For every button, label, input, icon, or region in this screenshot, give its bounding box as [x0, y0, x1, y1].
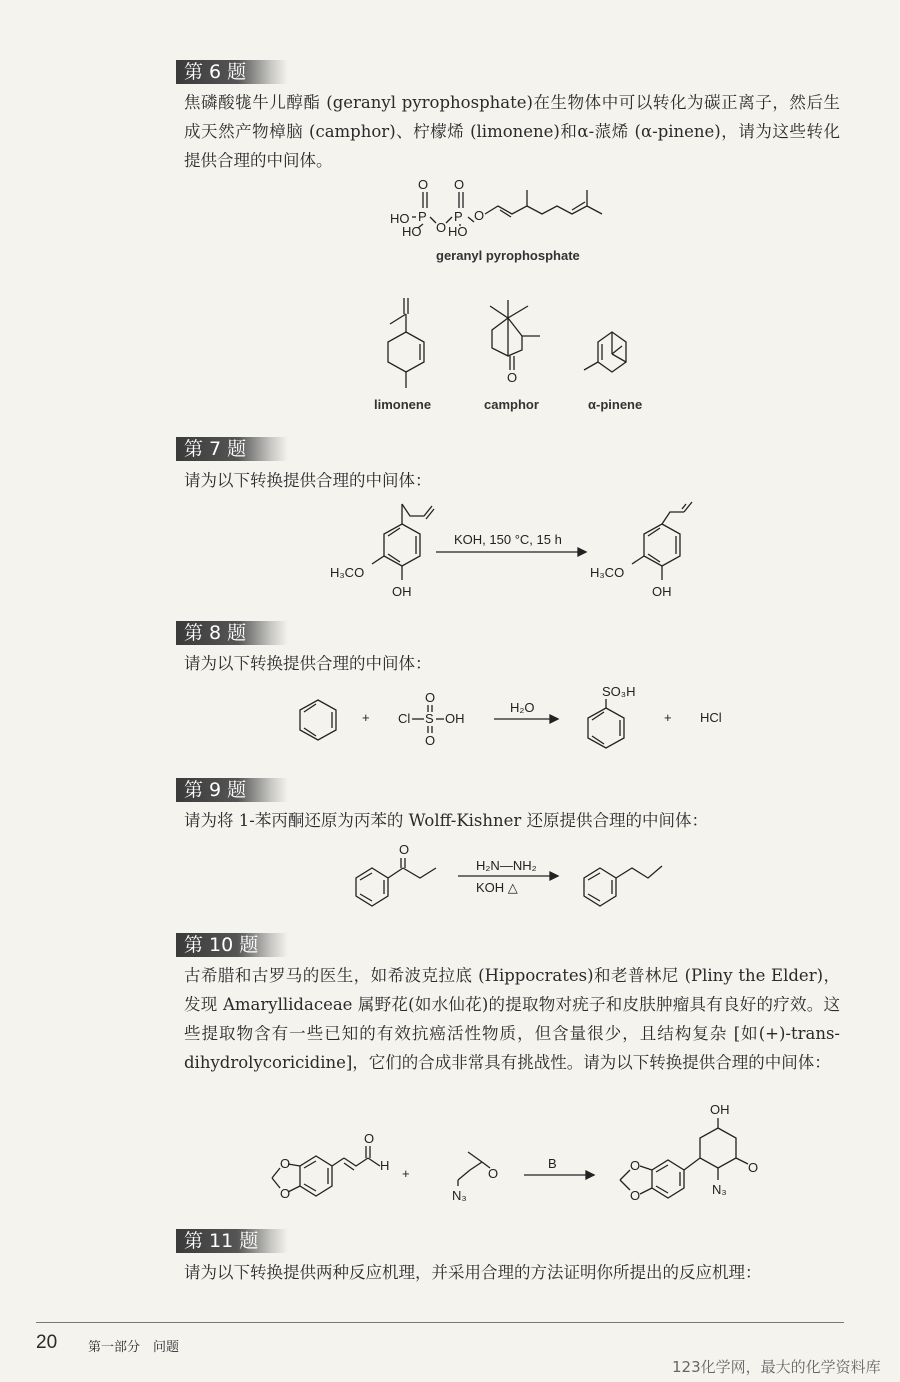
propiophenone-structure: [348, 842, 448, 912]
svg-text:H₃CO: H₃CO: [590, 565, 625, 580]
eugenol-structure: [326, 500, 436, 604]
svg-text:OH: OH: [392, 584, 412, 599]
svg-text:H: H: [380, 1158, 390, 1173]
limonene-structure: [368, 292, 448, 416]
propylbenzene-structure: [580, 856, 670, 916]
question-11-text: 请为以下转换提供两种反应机理，并采用合理的方法证明你所提出的反应机理：: [184, 1263, 762, 1282]
svg-text:O: O: [488, 1166, 499, 1181]
svg-text:+: +: [362, 710, 370, 725]
svg-text:SO₃H: SO₃H: [602, 684, 636, 699]
svg-text:HCl: HCl: [700, 710, 722, 725]
svg-text:KOH △: KOH △: [476, 880, 518, 895]
azidoacetone-structure: [448, 1148, 508, 1204]
svg-text:OH: OH: [710, 1102, 730, 1117]
svg-text:limonene: limonene: [374, 397, 432, 412]
benzene-structure: [296, 698, 342, 744]
svg-text:HO: HO: [390, 211, 410, 226]
section-label: 第一部分 问题: [88, 1340, 180, 1355]
question-10-text: 古希腊和古罗马的医生，如希波克拉底 (Hippocrates)和老普林尼 (Pliny the Elder)，发现 Amaryllidaceae 属野花(如水仙花)的提取物对疣子和皮肤肿瘤具有良好的疗效。这些提取物含有一些已知的有效抗癌活性物质，但含量很少，且结构复杂 [如(+)-trans-dihydrolycoricidine]，它们的合成非常具有挑战性。请为以下转换提供合理的中间体：: [184, 966, 840, 1072]
svg-text:O: O: [507, 370, 518, 385]
svg-text:Cl: Cl: [398, 711, 411, 726]
svg-text:HO: HO: [448, 224, 468, 239]
svg-text:H₂O: H₂O: [510, 700, 535, 715]
geranyl-pyrophosphate-structure: [380, 176, 660, 268]
reaction-arrow-q10: [524, 1156, 604, 1186]
plus-sign-q8b: [664, 708, 678, 728]
svg-text:H₂N—NH₂: H₂N—NH₂: [476, 858, 537, 873]
svg-text:camphor: camphor: [484, 397, 539, 412]
svg-text:O: O: [280, 1186, 291, 1201]
svg-text:O: O: [364, 1131, 375, 1146]
question-10-heading: 第 10 题: [176, 933, 288, 957]
question-6-text: 焦磷酸牻牛儿醇酯 (geranyl pyrophosphate)在生物体中可以转化为碳正离子，然后生成天然产物樟脑 (camphor)、柠檬烯 (limonene)和α-蒎烯 (α-pinene)，请为这些转化提供合理的中间体。: [184, 93, 840, 170]
svg-text:O: O: [425, 690, 436, 705]
svg-text:O: O: [454, 177, 465, 192]
page-number: 20: [36, 1332, 58, 1353]
question-6-heading: 第 6 题: [176, 60, 288, 84]
svg-text:O: O: [418, 177, 429, 192]
svg-text:N₃: N₃: [452, 1188, 467, 1203]
watermark: 123化学网，最大的化学资料库: [672, 1358, 881, 1376]
azido-cyclohexanone-product-structure: [614, 1100, 784, 1210]
svg-text:+: +: [664, 710, 672, 725]
svg-text:N₃: N₃: [712, 1182, 727, 1197]
piperonyl-acrolein-structure: [266, 1130, 406, 1214]
svg-text:O: O: [474, 208, 485, 223]
svg-text:S: S: [425, 711, 434, 726]
svg-text:O: O: [280, 1156, 291, 1171]
reaction-arrow-q9: [458, 856, 568, 896]
svg-text:KOH, 150 °C, 15 h: KOH, 150 °C, 15 h: [454, 532, 562, 547]
plus-sign-q10: [402, 1164, 416, 1184]
svg-text:P: P: [418, 209, 427, 224]
reaction-arrow-q7: [436, 530, 596, 560]
svg-text:geranyl pyrophosphate: geranyl pyrophosphate: [436, 248, 580, 263]
svg-text:OH: OH: [652, 584, 672, 599]
svg-text:α-pinene: α-pinene: [588, 397, 643, 412]
svg-text:HO: HO: [402, 224, 422, 239]
svg-text:O: O: [630, 1188, 641, 1203]
question-9-heading: 第 9 题: [176, 778, 288, 802]
svg-text:B: B: [548, 1156, 557, 1171]
camphor-structure: [478, 296, 558, 416]
reaction-arrow-q8: [494, 700, 564, 726]
question-11-heading: 第 11 题: [176, 1229, 288, 1253]
svg-text:O: O: [436, 220, 447, 235]
svg-text:O: O: [630, 1158, 641, 1173]
svg-text:P: P: [454, 209, 463, 224]
plus-sign-q8a: [362, 708, 376, 728]
isoeugenol-structure: [586, 500, 696, 604]
question-7-heading: 第 7 题: [176, 437, 288, 461]
question-9-text: 请为将 1-苯丙酮还原为丙苯的 Wolff-Kishner 还原提供合理的中间体：: [184, 811, 709, 830]
question-8-text: 请为以下转换提供合理的中间体：: [184, 654, 432, 673]
svg-text:+: +: [402, 1166, 410, 1181]
svg-text:OH: OH: [445, 711, 465, 726]
footer-rule: [36, 1322, 844, 1323]
alpha-pinene-structure: [578, 320, 658, 416]
question-7-text: 请为以下转换提供合理的中间体：: [184, 471, 432, 490]
svg-text:O: O: [748, 1160, 759, 1175]
hcl-label: [700, 708, 730, 728]
svg-text:O: O: [399, 842, 410, 857]
svg-text:H₃CO: H₃CO: [330, 565, 365, 580]
benzenesulfonic-acid-structure: [582, 682, 652, 754]
question-8-heading: 第 8 题: [176, 621, 288, 645]
chlorosulfonic-acid-structure: [396, 690, 476, 750]
svg-text:O: O: [425, 733, 436, 748]
